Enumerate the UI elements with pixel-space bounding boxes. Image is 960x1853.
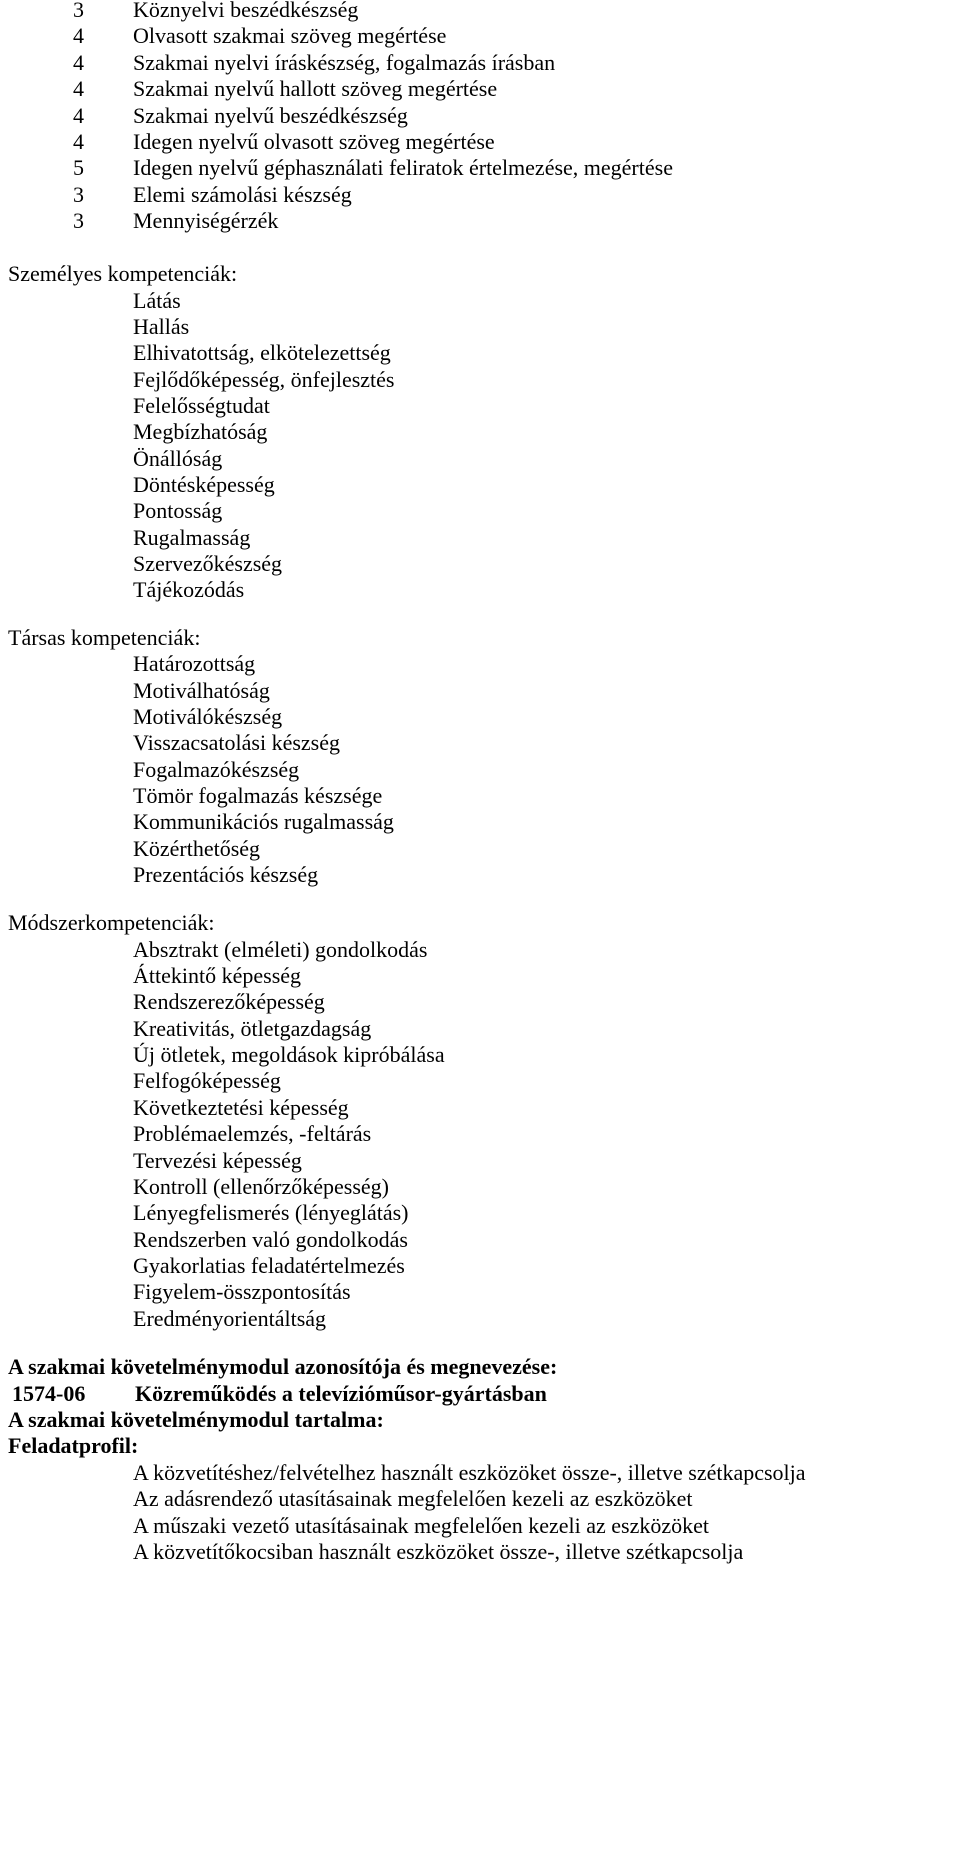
skill-name: Elemi számolási készség xyxy=(133,182,352,207)
skill-level: 4 xyxy=(73,50,84,75)
module-code: 1574-06 xyxy=(12,1381,86,1406)
skill-name: Szakmai nyelvi íráskészség, fogalmazás írásban xyxy=(133,50,556,75)
skill-name: Idegen nyelvű géphasználati feliratok értelmezése, megértése xyxy=(133,155,673,180)
skill-level: 5 xyxy=(73,155,84,180)
skill-name: Köznyelvi beszédkészség xyxy=(133,0,359,22)
skill-level: 4 xyxy=(73,129,84,154)
skill-name: Idegen nyelvű olvasott szöveg megértése xyxy=(133,129,495,154)
skill-name: Olvasott szakmai szöveg megértése xyxy=(133,23,447,48)
skill-level: 3 xyxy=(73,0,84,22)
skill-name: Szakmai nyelvű hallott szöveg megértése xyxy=(133,76,498,101)
skill-level: 4 xyxy=(73,76,84,101)
skill-level: 4 xyxy=(73,103,84,128)
module-name: Közreműködés a televízióműsor-gyártásban xyxy=(135,1381,547,1406)
skill-level: 4 xyxy=(73,23,84,48)
skill-name: Szakmai nyelvű beszédkészség xyxy=(133,103,408,128)
skill-level: 3 xyxy=(73,208,84,233)
skill-name: Mennyiségérzék xyxy=(133,208,279,233)
skill-level: 3 xyxy=(73,182,84,207)
